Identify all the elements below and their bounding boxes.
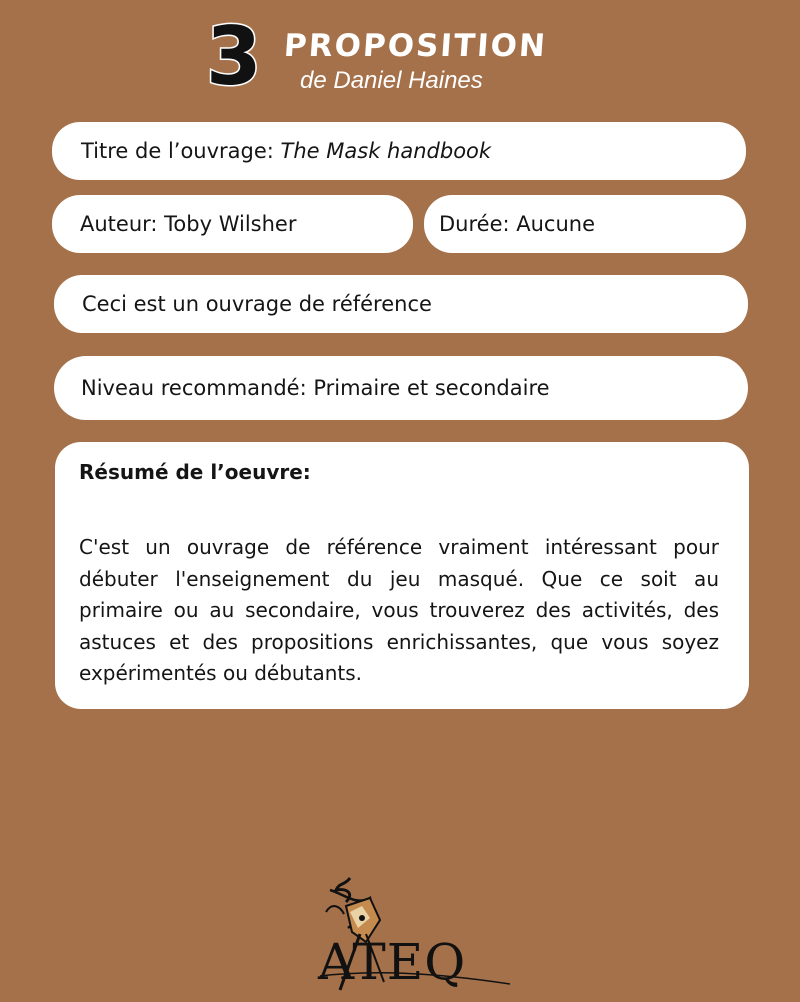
book-title-label: Titre de l’ouvrage: <box>81 139 281 163</box>
reference-card <box>54 275 748 333</box>
level-card <box>54 356 748 420</box>
proposition-title: PROPOSITION <box>282 28 549 64</box>
book-title-value: The Mask handbook <box>280 139 492 163</box>
summary-card <box>55 442 749 709</box>
author-card <box>52 195 413 253</box>
level-text: Niveau recommandé: Primaire et secondaire <box>81 376 550 400</box>
summary-heading: Résumé de l’oeuvre: <box>79 460 311 484</box>
proposition-author: de Daniel Haines <box>300 67 483 94</box>
reference-text: Ceci est un ouvrage de référence <box>82 292 432 316</box>
author-text: Auteur: Toby Wilsher <box>80 212 297 236</box>
ateq-logo-text: ATEQ <box>318 933 467 991</box>
duration-text: Durée: Aucune <box>439 212 596 236</box>
summary-body: C'est un ouvrage de référence vraiment intéressant pour débuter l'enseignement du jeu masqué. Que ce soit au primaire ou au secondaire, vous trouverez des activités, des astuces et des propositions enrichissantes, que vous soyez expérimentés ou débutants. <box>79 535 719 685</box>
proposition-number: 3 <box>206 10 262 103</box>
duration-card <box>424 195 746 253</box>
book-title-card <box>52 122 746 180</box>
